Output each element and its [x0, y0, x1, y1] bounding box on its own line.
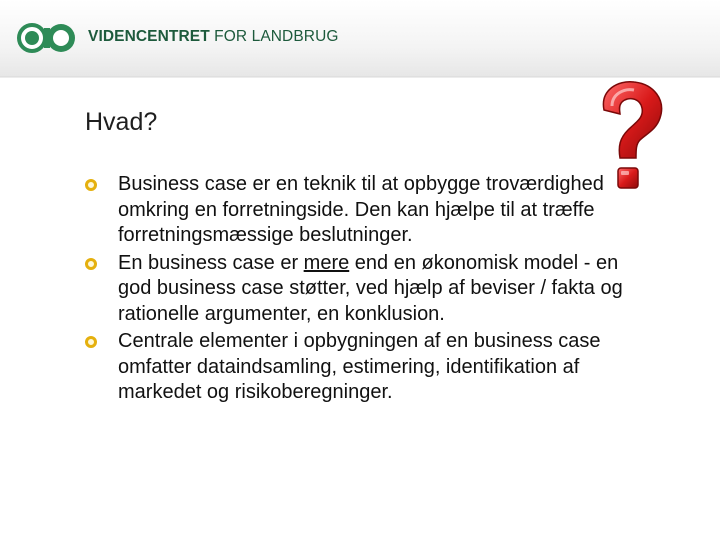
- brand-name-bold: VIDENCENTRET: [88, 28, 210, 45]
- bullet-item: [84, 172, 644, 249]
- bullet-ring-icon: [85, 336, 97, 348]
- bullet-item: [84, 251, 644, 328]
- underlined-word: mere: [303, 251, 350, 274]
- brand-name-rest: FOR LANDBRUG: [209, 28, 339, 45]
- brand-name: [88, 28, 339, 46]
- bullet-text-part: end en økonomisk model - en god business case støtter, ved hjælp af beviser / fakta og rationelle argumenter, en konklusion.: [118, 251, 623, 325]
- bullet-ring-icon: [85, 179, 97, 191]
- bullet-text: Centrale elementer i opbygningen af en business case omfatter dataindsamling, estimering, identifikation af markedet og risikoberegninger.: [118, 330, 601, 403]
- bullet-list: [84, 172, 644, 406]
- bullet-ring-icon: [85, 258, 97, 270]
- danish-agriculture-logo-icon: [16, 14, 78, 62]
- page-title: Hvad?: [85, 108, 158, 136]
- bullet-text: [118, 251, 644, 328]
- bullet-item: [84, 329, 644, 406]
- bullet-text-part: En business case er: [118, 251, 304, 274]
- bullet-text: Business case er en teknik til at opbygge troværdighed omkring en forretningside. Den kan hjælpe til at træffe forretningsmæssige beslutninger.: [118, 173, 604, 246]
